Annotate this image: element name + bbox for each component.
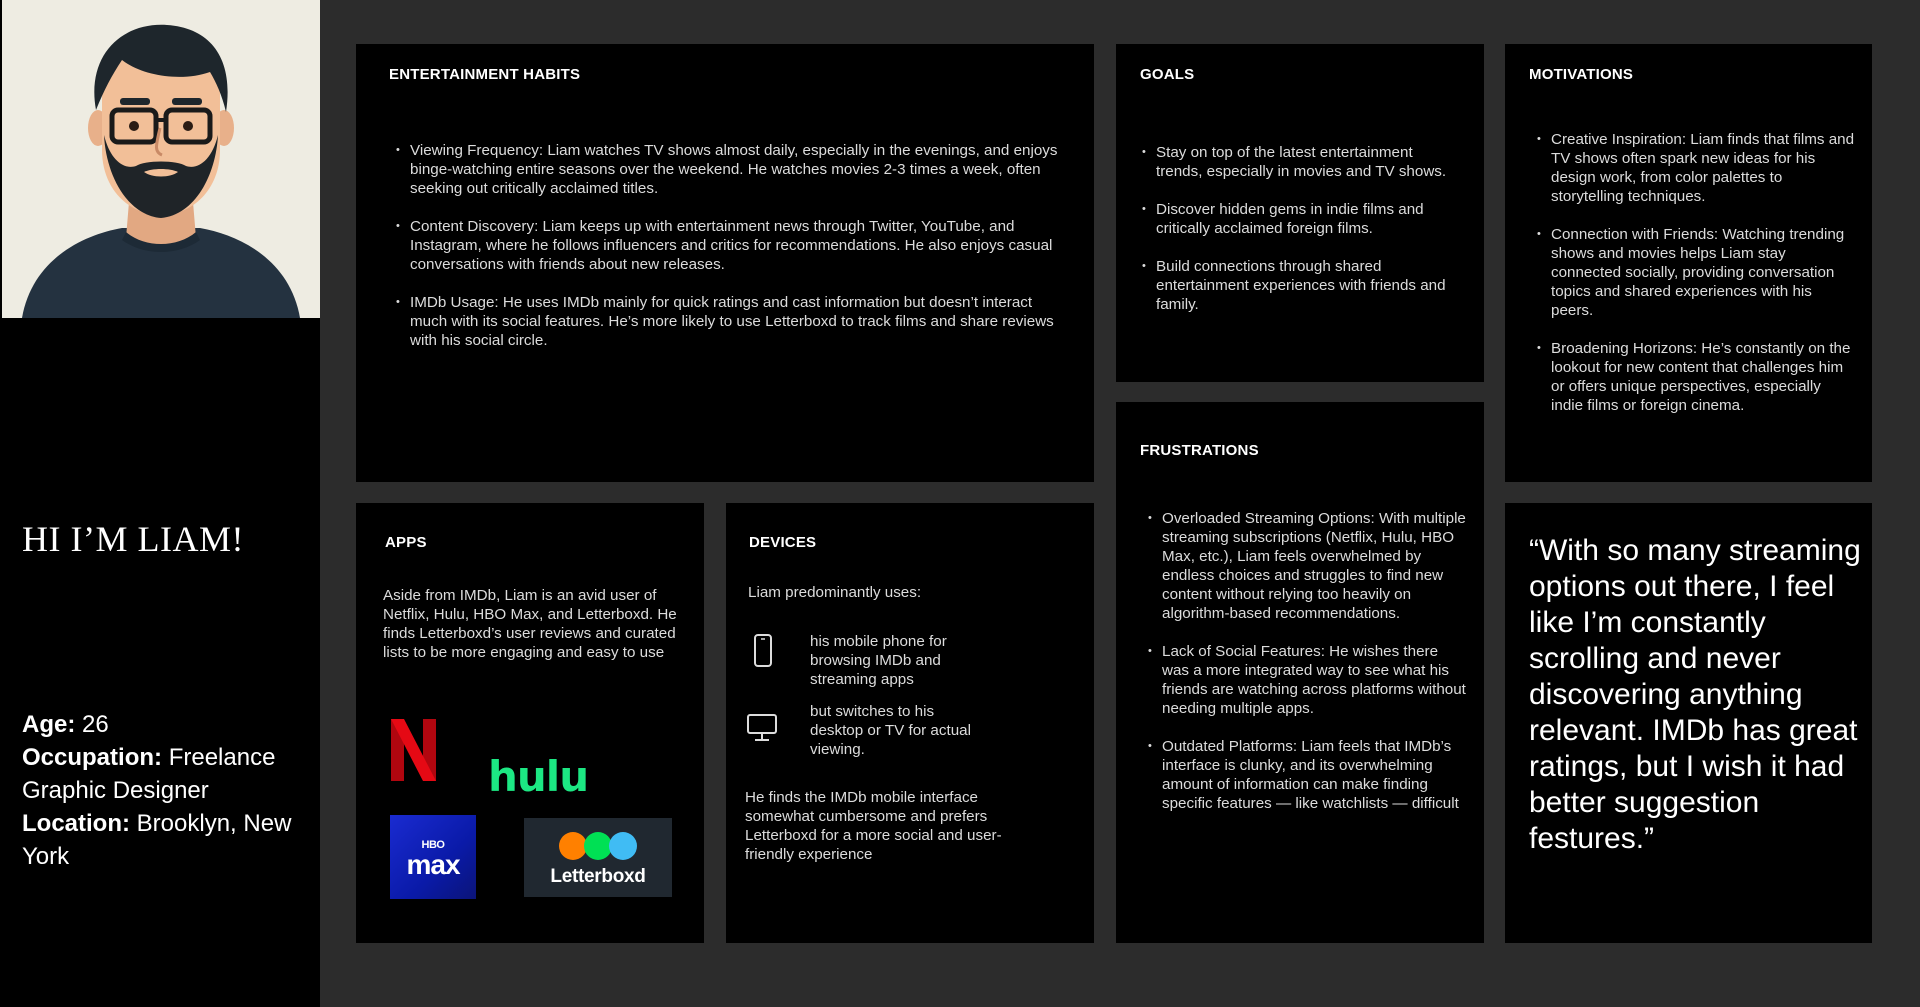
hbo-max-logo: [390, 815, 476, 899]
entertainment-habits-list: [396, 141, 1066, 369]
goals-title: GOALS: [1140, 66, 1195, 83]
device-mobile-text: his mobile phone for browsing IMDb and streaming apps: [810, 633, 947, 688]
device-desktop-text: but switches to his desktop or TV for actual viewing.: [810, 703, 971, 758]
apps-description: Aside from IMDb, Liam is an avid user of Netflix, Hulu, HBO Max, and Letterboxd. He finds Letterboxd’s user reviews and curated lists to be more engaging and easy to use: [383, 587, 677, 661]
location-row: [22, 807, 312, 873]
list-item: • Outdated Platforms: Liam feels that IMDb’s interface is clunky, and its overwhelming amount of information can make finding specific features — like watchlists — difficult: [1148, 737, 1466, 813]
apps-title: APPS: [385, 534, 427, 551]
age-row: [22, 708, 312, 741]
occupation-label: Occupation:: [22, 744, 163, 771]
list-item: • Build connections through shared entertainment experiences with friends and family.: [1142, 257, 1460, 314]
list-item: • IMDb Usage: He uses IMDb mainly for quick ratings and cast information but doesn’t interact much with its social features. He’s more likely to use Letterboxd to track films and share reviews with his social circle.: [396, 293, 1066, 350]
letterboxd-dots-icon: [558, 831, 638, 861]
list-item: • Lack of Social Features: He wishes there was a more integrated way to see what his friends are watching across platforms without needing multiple apps.: [1148, 642, 1466, 718]
list-item: • Creative Inspiration: Liam finds that films and TV shows often spark new ideas for his design work, from color palettes to storytelling techniques.: [1537, 130, 1855, 206]
profile-details: [22, 708, 312, 873]
frustrations-title: FRUSTRATIONS: [1140, 442, 1259, 459]
entertainment-habits-card: [356, 44, 1094, 482]
list-item: • Overloaded Streaming Options: With multiple streaming subscriptions (Netflix, Hulu, HBO Max, etc.), Liam feels overwhelmed by endless choices and struggles to find new content without relying too heavily on algorithm-based recommendations.: [1148, 509, 1466, 623]
devices-title: DEVICES: [749, 534, 817, 551]
goals-card: [1116, 44, 1484, 382]
max-text: max: [406, 849, 460, 880]
list-item: • Content Discovery: Liam keeps up with entertainment news through Twitter, YouTube, and Instagram, where he follows influencers and critics for recommendations. He also enjoys casual conversations with friends about new releases.: [396, 217, 1066, 274]
location-value: Brooklyn, New York: [22, 810, 292, 870]
goals-list: [1142, 143, 1460, 333]
letterboxd-logo: [524, 818, 672, 897]
netflix-logo: [391, 719, 436, 781]
desktop-monitor-icon: [747, 713, 775, 747]
entertainment-habits-title: ENTERTAINMENT HABITS: [389, 66, 581, 83]
list-item: • Discover hidden gems in indie films and critically acclaimed foreign films.: [1142, 200, 1460, 238]
frustrations-card: [1116, 402, 1484, 943]
hbo-text: HBO: [421, 839, 445, 851]
list-item: • Broadening Horizons: He’s constantly on the lookout for new content that challenges him or offers unique perspectives, especially indie films or foreign cinema.: [1537, 339, 1855, 415]
profile-panel: [0, 0, 320, 1007]
location-label: Location:: [22, 810, 130, 837]
age-label: Age:: [22, 711, 76, 738]
hulu-logo: hulu: [488, 752, 589, 801]
list-item: • Connection with Friends: Watching trending shows and movies helps Liam stay connected socially, providing conversation topics and shared experiences with his peers.: [1537, 225, 1855, 320]
list-item: • Stay on top of the latest entertainment trends, especially in movies and TV shows.: [1142, 143, 1460, 181]
motivations-list: [1537, 130, 1855, 434]
occupation-row: [22, 741, 312, 807]
motivations-card: [1505, 44, 1872, 482]
avatar-illustration: [2, 0, 320, 318]
occupation-value: Freelance Graphic Designer: [22, 744, 276, 804]
age-value: 26: [82, 711, 109, 738]
avatar: [2, 0, 320, 318]
devices-intro: Liam predominantly uses:: [748, 584, 922, 601]
devices-note: He finds the IMDb mobile interface somewhat cumbersome and prefers Letterboxd for a more social and user-friendly experience: [745, 789, 1002, 863]
frustrations-list: [1148, 509, 1466, 832]
persona-quote: “With so many streaming options out there, I feel like I’m constantly scrolling and never discovering anything relevant. IMDb has great ratings, but I wish it had better suggestion festures.”: [1529, 534, 1861, 855]
letterboxd-text: Letterboxd: [550, 866, 646, 887]
mobile-phone-icon: [749, 634, 777, 668]
motivations-title: MOTIVATIONS: [1529, 66, 1634, 83]
list-item: • Viewing Frequency: Liam watches TV shows almost daily, especially in the evenings, and enjoys binge-watching entire seasons over the weekend. He watches movies 2-3 times a week, often seeking out critically acclaimed titles.: [396, 141, 1066, 198]
netflix-n-icon: [391, 719, 436, 781]
devices-card: [726, 503, 1094, 943]
greeting-title: HI I’M LIAM!: [22, 519, 244, 559]
